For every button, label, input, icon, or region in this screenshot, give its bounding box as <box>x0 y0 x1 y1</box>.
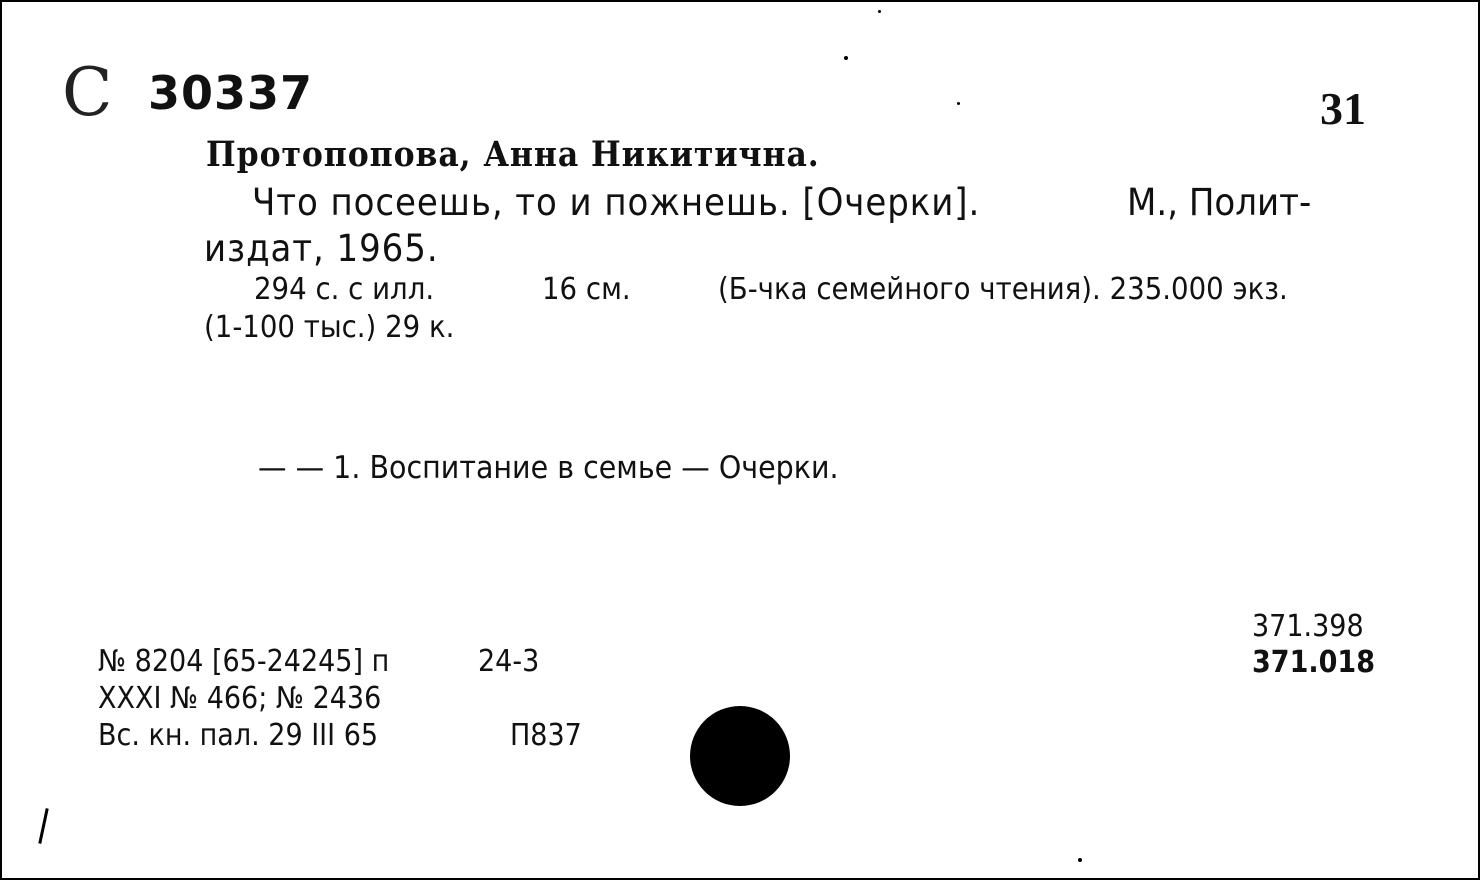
collation-size: 16 см. <box>542 272 631 307</box>
punch-hole <box>690 706 790 806</box>
collation-price: (1-100 тыс.) 29 к. <box>204 310 455 345</box>
footer-line-2: XXXI № 466; № 2436 <box>98 681 382 716</box>
author-heading: Протопопова, Анна Никитична. <box>206 134 820 175</box>
udc-code: 371.398 <box>1252 609 1364 644</box>
pencil-mark <box>38 808 48 844</box>
footer-line-1-code: 24-3 <box>478 644 540 679</box>
dust-speck <box>878 10 881 13</box>
stamp-letter: C <box>62 54 113 131</box>
footer-line-3: Вс. кн. пал. 29 III 65 <box>98 718 379 753</box>
collation-series: (Б-чка семейного чтения). 235.000 экз. <box>718 272 1288 307</box>
stamp-number: 30337 <box>148 66 314 120</box>
dust-speck <box>844 56 848 60</box>
footer-line-1: № 8204 [65-24245] п <box>98 644 390 679</box>
card-number: 31 <box>1320 83 1366 134</box>
book-title: Что посеешь, то и пожнешь. [Очерки]. <box>252 181 981 224</box>
imprint-publisher: издат, 1965. <box>204 227 439 270</box>
dust-speck <box>957 102 960 105</box>
udc-code-bold: 371.018 <box>1252 645 1375 680</box>
subject-heading: — — 1. Воспитание в семье — Очерки. <box>258 450 839 486</box>
imprint-city: М., Полит- <box>1127 181 1312 224</box>
dust-speck <box>1078 858 1082 862</box>
collation-pages: 294 с. с илл. <box>254 272 435 307</box>
footer-line-3-code: П837 <box>510 718 582 753</box>
